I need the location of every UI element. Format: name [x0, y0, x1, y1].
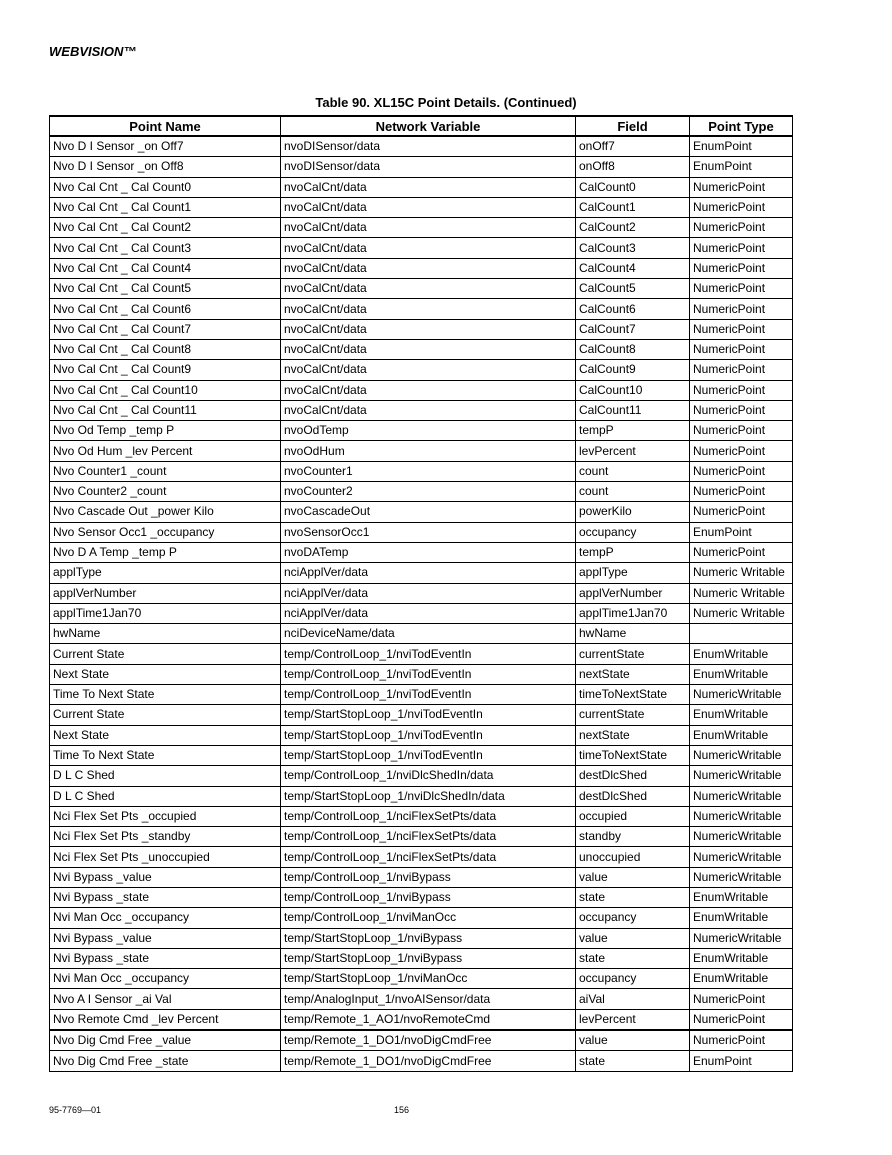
column-header: Point Name	[50, 116, 281, 136]
table-row	[50, 989, 793, 1009]
table-cell: D L C Shed	[50, 786, 281, 806]
table-cell: currentState	[576, 644, 690, 664]
table-cell: temp/ControlLoop_1/nviBypass	[281, 867, 576, 887]
table-cell: nvoCalCnt/data	[281, 319, 576, 339]
table-cell: Time To Next State	[50, 685, 281, 705]
table-cell: Current State	[50, 644, 281, 664]
table-row	[50, 887, 793, 907]
table-row	[50, 624, 793, 644]
table-cell: Nvo Cascade Out _power Kilo	[50, 502, 281, 522]
table-cell: Nvo Cal Cnt _ Cal Count10	[50, 380, 281, 400]
table-cell: Nvo D A Temp _temp P	[50, 542, 281, 562]
table-cell: powerKilo	[576, 502, 690, 522]
table-cell: Nvi Bypass _state	[50, 887, 281, 907]
table-cell: CalCount11	[576, 400, 690, 420]
table-cell: Nvo Cal Cnt _ Cal Count1	[50, 197, 281, 217]
table-cell: temp/ControlLoop_1/nviBypass	[281, 887, 576, 907]
table-cell: NumericPoint	[690, 441, 793, 461]
table-cell: EnumWritable	[690, 948, 793, 968]
table-row	[50, 725, 793, 745]
table-cell: Nvo Counter2 _count	[50, 482, 281, 502]
table-cell: Nvo Cal Cnt _ Cal Count3	[50, 238, 281, 258]
table-cell: temp/ControlLoop_1/nviDlcShedIn/data	[281, 766, 576, 786]
table-cell: EnumWritable	[690, 644, 793, 664]
table-cell: temp/ControlLoop_1/nviManOcc	[281, 908, 576, 928]
table-cell: Nvo Cal Cnt _ Cal Count7	[50, 319, 281, 339]
table-cell: Nvo Od Temp _temp P	[50, 421, 281, 441]
table-cell: Nvo Cal Cnt _ Cal Count6	[50, 299, 281, 319]
table-row	[50, 218, 793, 238]
table-cell: timeToNextState	[576, 685, 690, 705]
table-cell: NumericWritable	[690, 685, 793, 705]
table-cell: levPercent	[576, 1009, 690, 1030]
table-cell: aiVal	[576, 989, 690, 1009]
table-cell: Nvi Bypass _value	[50, 867, 281, 887]
table-cell: temp/Remote_1_DO1/nvoDigCmdFree	[281, 1051, 576, 1071]
table-cell: NumericPoint	[690, 258, 793, 278]
table-cell: temp/ControlLoop_1/nviTodEventIn	[281, 685, 576, 705]
table-cell: NumericWritable	[690, 786, 793, 806]
table-cell: nvoCounter2	[281, 482, 576, 502]
table-cell: nextState	[576, 664, 690, 684]
table-row	[50, 1051, 793, 1071]
table-cell: occupancy	[576, 908, 690, 928]
table-cell: Nvo Sensor Occ1 _occupancy	[50, 522, 281, 542]
table-cell: hwName	[50, 624, 281, 644]
table-cell: nciDeviceName/data	[281, 624, 576, 644]
table-cell: nvoCalCnt/data	[281, 279, 576, 299]
table-cell: tempP	[576, 421, 690, 441]
table-cell: nvoCalCnt/data	[281, 218, 576, 238]
table-cell: CalCount9	[576, 360, 690, 380]
table-cell: Nvo D I Sensor _on Off7	[50, 136, 281, 157]
table-cell: CalCount2	[576, 218, 690, 238]
table-row	[50, 806, 793, 826]
table-cell: EnumWritable	[690, 969, 793, 989]
table-cell: Numeric Writable	[690, 563, 793, 583]
table-cell: nciApplVer/data	[281, 583, 576, 603]
table-cell: NumericWritable	[690, 766, 793, 786]
table-row	[50, 279, 793, 299]
table-cell: count	[576, 461, 690, 481]
table-cell: NumericPoint	[690, 400, 793, 420]
table-cell: nvoSensorOcc1	[281, 522, 576, 542]
table-cell: Nvi Bypass _state	[50, 948, 281, 968]
table-cell: NumericPoint	[690, 482, 793, 502]
table-row	[50, 319, 793, 339]
table-cell: EnumWritable	[690, 705, 793, 725]
table-cell: Numeric Writable	[690, 603, 793, 623]
table-cell: NumericPoint	[690, 502, 793, 522]
table-cell: destDlcShed	[576, 786, 690, 806]
table-cell: NumericPoint	[690, 380, 793, 400]
table-cell: Nvo Cal Cnt _ Cal Count4	[50, 258, 281, 278]
table-cell: CalCount1	[576, 197, 690, 217]
table-row	[50, 969, 793, 989]
table-row	[50, 766, 793, 786]
table-cell: NumericPoint	[690, 238, 793, 258]
table-cell: Nvo Od Hum _lev Percent	[50, 441, 281, 461]
table-body	[50, 136, 793, 1071]
table-cell: temp/AnalogInput_1/nvoAISensor/data	[281, 989, 576, 1009]
table-cell: NumericPoint	[690, 197, 793, 217]
table-cell: nvoDISensor/data	[281, 157, 576, 177]
table-row	[50, 908, 793, 928]
table-cell: temp/Remote_1_DO1/nvoDigCmdFree	[281, 1030, 576, 1051]
table-row	[50, 177, 793, 197]
table-cell: Nvo D I Sensor _on Off8	[50, 157, 281, 177]
table-cell: onOff8	[576, 157, 690, 177]
table-cell: nvoDATemp	[281, 542, 576, 562]
table-cell: nciApplVer/data	[281, 563, 576, 583]
table-cell: NumericWritable	[690, 847, 793, 867]
table-cell: Nvo Cal Cnt _ Cal Count5	[50, 279, 281, 299]
table-cell: CalCount7	[576, 319, 690, 339]
table-row	[50, 360, 793, 380]
table-cell: nvoCalCnt/data	[281, 258, 576, 278]
table-cell: nextState	[576, 725, 690, 745]
table-cell: nvoCalCnt/data	[281, 177, 576, 197]
table-cell: EnumPoint	[690, 1051, 793, 1071]
table-cell: occupancy	[576, 522, 690, 542]
table-row	[50, 482, 793, 502]
table-cell: NumericPoint	[690, 360, 793, 380]
table-cell: Nvi Man Occ _occupancy	[50, 908, 281, 928]
table-header-row	[50, 116, 793, 136]
table-cell: nvoCalCnt/data	[281, 197, 576, 217]
table-cell: NumericPoint	[690, 1030, 793, 1051]
table-cell: nvoOdHum	[281, 441, 576, 461]
table-row	[50, 339, 793, 359]
table-cell: CalCount3	[576, 238, 690, 258]
table-cell: Time To Next State	[50, 745, 281, 765]
table-row	[50, 542, 793, 562]
table-row	[50, 502, 793, 522]
table-cell: Next State	[50, 664, 281, 684]
table-cell: nvoCalCnt/data	[281, 360, 576, 380]
table-row	[50, 664, 793, 684]
table-cell: CalCount5	[576, 279, 690, 299]
table-cell: occupied	[576, 806, 690, 826]
table-cell: NumericPoint	[690, 218, 793, 238]
table-cell: Nvo Cal Cnt _ Cal Count0	[50, 177, 281, 197]
table-row	[50, 380, 793, 400]
table-cell: NumericWritable	[690, 928, 793, 948]
table-cell: standby	[576, 827, 690, 847]
table-cell: Numeric Writable	[690, 583, 793, 603]
brand-header: WEBVISION™	[49, 44, 137, 59]
table-cell: D L C Shed	[50, 766, 281, 786]
table-cell: CalCount0	[576, 177, 690, 197]
table-cell: Nvi Bypass _value	[50, 928, 281, 948]
table-cell: Nci Flex Set Pts _standby	[50, 827, 281, 847]
table-cell: NumericPoint	[690, 461, 793, 481]
table-cell: Nvo Cal Cnt _ Cal Count8	[50, 339, 281, 359]
table-cell: NumericPoint	[690, 279, 793, 299]
table-cell: levPercent	[576, 441, 690, 461]
table-cell: NumericWritable	[690, 827, 793, 847]
table-cell: temp/StartStopLoop_1/nviTodEventIn	[281, 705, 576, 725]
column-header: Field	[576, 116, 690, 136]
table-row	[50, 1009, 793, 1030]
table-cell: nvoCalCnt/data	[281, 380, 576, 400]
table-cell: temp/StartStopLoop_1/nviBypass	[281, 928, 576, 948]
table-cell: EnumWritable	[690, 887, 793, 907]
table-row	[50, 827, 793, 847]
table-cell: nvoCascadeOut	[281, 502, 576, 522]
table-cell: value	[576, 1030, 690, 1051]
table-cell: temp/StartStopLoop_1/nviTodEventIn	[281, 725, 576, 745]
table-cell: Nvo Counter1 _count	[50, 461, 281, 481]
table-cell: temp/StartStopLoop_1/nviTodEventIn	[281, 745, 576, 765]
table-cell: nvoCalCnt/data	[281, 400, 576, 420]
table-cell: EnumWritable	[690, 725, 793, 745]
table-row	[50, 603, 793, 623]
table-cell: Nvo A I Sensor _ai Val	[50, 989, 281, 1009]
table-cell: nciApplVer/data	[281, 603, 576, 623]
table-cell: NumericPoint	[690, 299, 793, 319]
table-cell: NumericPoint	[690, 989, 793, 1009]
table-cell: EnumPoint	[690, 157, 793, 177]
table-cell: NumericWritable	[690, 745, 793, 765]
table-cell: timeToNextState	[576, 745, 690, 765]
point-details-table	[49, 115, 793, 1072]
table-cell: nvoDISensor/data	[281, 136, 576, 157]
page-number: 156	[394, 1105, 410, 1115]
table-row	[50, 400, 793, 420]
table-cell: state	[576, 887, 690, 907]
table-row	[50, 157, 793, 177]
table-cell: state	[576, 948, 690, 968]
table-cell: applType	[576, 563, 690, 583]
table-cell: applTime1Jan70	[576, 603, 690, 623]
table-cell: temp/ControlLoop_1/nciFlexSetPts/data	[281, 827, 576, 847]
table-cell: nvoOdTemp	[281, 421, 576, 441]
table-cell: NumericWritable	[690, 867, 793, 887]
table-cell: Next State	[50, 725, 281, 745]
table-row	[50, 928, 793, 948]
table-cell: Nvi Man Occ _occupancy	[50, 969, 281, 989]
table-cell: EnumPoint	[690, 522, 793, 542]
table-cell: NumericPoint	[690, 339, 793, 359]
table-row	[50, 745, 793, 765]
table-cell: temp/StartStopLoop_1/nviManOcc	[281, 969, 576, 989]
table-cell: nvoCalCnt/data	[281, 339, 576, 359]
table-cell: NumericWritable	[690, 806, 793, 826]
column-header: Network Variable	[281, 116, 576, 136]
table-cell: Nvo Cal Cnt _ Cal Count11	[50, 400, 281, 420]
table-cell: CalCount4	[576, 258, 690, 278]
table-caption: Table 90. XL15C Point Details. (Continued)	[315, 95, 577, 110]
table-cell: temp/ControlLoop_1/nciFlexSetPts/data	[281, 806, 576, 826]
table-row	[50, 705, 793, 725]
table-row	[50, 786, 793, 806]
table-row	[50, 238, 793, 258]
table-cell: state	[576, 1051, 690, 1071]
table-cell: Nvo Remote Cmd _lev Percent	[50, 1009, 281, 1030]
table-cell: NumericPoint	[690, 177, 793, 197]
table-cell: CalCount8	[576, 339, 690, 359]
table-row	[50, 258, 793, 278]
table-cell: Nci Flex Set Pts _occupied	[50, 806, 281, 826]
column-header: Point Type	[690, 116, 793, 136]
table-cell: Current State	[50, 705, 281, 725]
table-cell: CalCount6	[576, 299, 690, 319]
table-cell: applVerNumber	[50, 583, 281, 603]
table-cell: applVerNumber	[576, 583, 690, 603]
table-cell: NumericPoint	[690, 319, 793, 339]
table-cell	[690, 624, 793, 644]
table-cell: applType	[50, 563, 281, 583]
table-cell: temp/Remote_1_AO1/nvoRemoteCmd	[281, 1009, 576, 1030]
table-cell: tempP	[576, 542, 690, 562]
table-cell: applTime1Jan70	[50, 603, 281, 623]
table-row	[50, 421, 793, 441]
table-cell: temp/StartStopLoop_1/nviDlcShedIn/data	[281, 786, 576, 806]
table-cell: NumericPoint	[690, 542, 793, 562]
table-cell: Nvo Dig Cmd Free _state	[50, 1051, 281, 1071]
table-row	[50, 685, 793, 705]
document-number: 95-7769—01	[49, 1105, 102, 1115]
table-cell: nvoCalCnt/data	[281, 238, 576, 258]
table-cell: CalCount10	[576, 380, 690, 400]
table-cell: value	[576, 867, 690, 887]
table-cell: EnumPoint	[690, 136, 793, 157]
table-cell: value	[576, 928, 690, 948]
table-cell: currentState	[576, 705, 690, 725]
table-row	[50, 948, 793, 968]
table-row	[50, 1030, 793, 1051]
table-cell: temp/StartStopLoop_1/nviBypass	[281, 948, 576, 968]
table-row	[50, 461, 793, 481]
table-cell: occupancy	[576, 969, 690, 989]
table-cell: count	[576, 482, 690, 502]
table-row	[50, 299, 793, 319]
table-cell: unoccupied	[576, 847, 690, 867]
table-cell: temp/ControlLoop_1/nviTodEventIn	[281, 644, 576, 664]
table-row	[50, 583, 793, 603]
table-cell: NumericPoint	[690, 421, 793, 441]
table-cell: EnumWritable	[690, 908, 793, 928]
table-row	[50, 441, 793, 461]
table-cell: temp/ControlLoop_1/nciFlexSetPts/data	[281, 847, 576, 867]
table-row	[50, 867, 793, 887]
table-cell: onOff7	[576, 136, 690, 157]
table-cell: EnumWritable	[690, 664, 793, 684]
table-cell: destDlcShed	[576, 766, 690, 786]
table-row	[50, 847, 793, 867]
table-cell: temp/ControlLoop_1/nviTodEventIn	[281, 664, 576, 684]
table-row	[50, 563, 793, 583]
table-row	[50, 644, 793, 664]
table-cell: nvoCounter1	[281, 461, 576, 481]
table-cell: Nvo Dig Cmd Free _value	[50, 1030, 281, 1051]
table-row	[50, 522, 793, 542]
table-cell: hwName	[576, 624, 690, 644]
table-row	[50, 197, 793, 217]
table-cell: Nvo Cal Cnt _ Cal Count2	[50, 218, 281, 238]
table-cell: Nci Flex Set Pts _unoccupied	[50, 847, 281, 867]
table-cell: nvoCalCnt/data	[281, 299, 576, 319]
table-cell: NumericPoint	[690, 1009, 793, 1030]
table-cell: Nvo Cal Cnt _ Cal Count9	[50, 360, 281, 380]
table-row	[50, 136, 793, 157]
